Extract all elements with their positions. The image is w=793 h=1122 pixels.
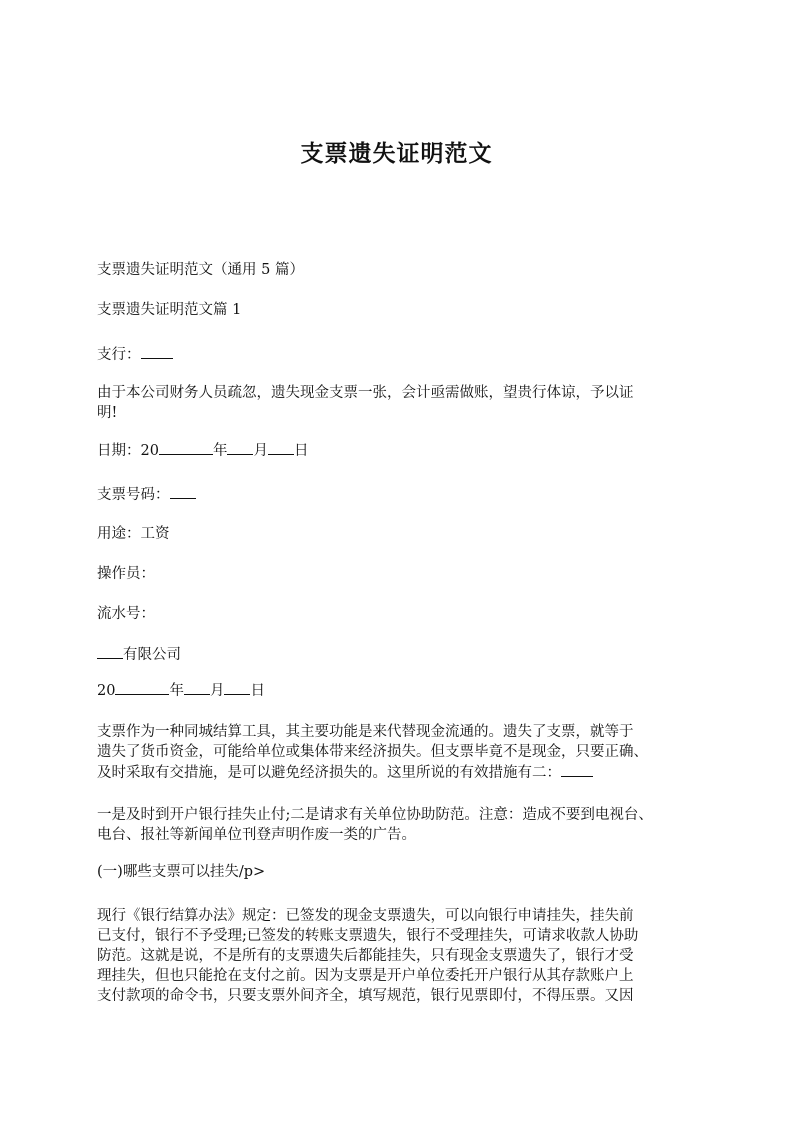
rules-line: 防范。这就是说，不是所有的支票遗失后都能挂失，只有现金支票遗失了，银行才受: [97, 948, 634, 964]
subtitle: [97, 260, 707, 280]
section-heading: [97, 300, 707, 320]
branch-line: [97, 344, 707, 364]
day-blank: [224, 680, 250, 695]
company-line: [97, 644, 707, 664]
month-blank: [227, 440, 253, 455]
section-heading-text: 支票遗失证明范文篇 1: [97, 302, 242, 318]
question-heading: [97, 862, 707, 882]
month-text: 月: [209, 683, 225, 699]
rules-line: 现行《银行结算办法》规定：已签发的现金支票遗失，可以向银行申请挂失，挂失前: [97, 908, 634, 924]
signature-date-line: [97, 680, 707, 700]
rules-line: 支付款项的命令书，只要支票外间齐全，填写规范，银行见票即付，不得压票。又因: [97, 988, 634, 1004]
cheque-number-line: [97, 484, 707, 504]
rules-line: 已支付，银行不予受理;已签发的转账支票遗失，银行不受理挂失，可请求收款人协助: [97, 928, 639, 944]
date-line: [97, 440, 707, 460]
month-blank: [184, 680, 210, 695]
year-blank: [159, 440, 213, 455]
purpose-text: 用途：工资: [97, 526, 170, 542]
document-title: 支票遗失证明范文: [300, 141, 493, 167]
intro-line: 及时采取有交措施，是可以避免经济损失的。这里所说的有效措施有二：: [97, 765, 561, 781]
cheque-number-blank: [170, 484, 196, 499]
statement-line: 明!: [97, 405, 118, 421]
company-suffix: 有限公司: [123, 647, 181, 663]
date-prefix: 20: [97, 683, 116, 699]
intro-blank: [561, 762, 593, 777]
intro-line: 遗失了货币资金，可能给单位或集体带来经济损失。但支票毕竟不是现金，只要正确、: [97, 744, 648, 760]
year-text: 年: [169, 683, 184, 699]
statement-line: 由于本公司财务人员疏忽，遗失现金支票一张，会计亟需做账，望贵行体谅，予以证: [97, 385, 634, 401]
day-text: 日: [293, 443, 309, 459]
intro-line: 支票作为一种同城结算工具，其主要功能是来代替现金流通的。遗失了支票，就等于: [97, 724, 634, 740]
operator-text: 操作员：: [97, 566, 155, 582]
day-text: 日: [250, 683, 265, 699]
date-label: 日期：20: [97, 443, 159, 459]
operator-line: [97, 564, 707, 584]
year-text: 年: [212, 443, 228, 459]
year-blank: [115, 680, 169, 695]
purpose-line: [97, 524, 707, 544]
serial-number-text: 流水号：: [97, 606, 155, 622]
question-heading-text: (一)哪些支票可以挂失/p>: [97, 864, 266, 880]
measures-line: 一是及时到开户银行挂失止付;二是请求有关单位协助防范。注意：造成不要到电视台、: [97, 807, 653, 823]
serial-number-line: [97, 604, 707, 624]
measures-line: 电台、报社等新闻单位刊登声明作废一类的广告。: [97, 827, 416, 843]
branch-label: 支行：: [97, 347, 141, 363]
intro-paragraph: [97, 722, 707, 782]
cheque-number-label: 支票号码：: [97, 487, 170, 503]
statement-paragraph: [97, 383, 707, 423]
company-blank: [97, 644, 123, 659]
subtitle-text: 支票遗失证明范文（通用 5 篇）: [97, 262, 304, 278]
rules-line: 理挂失，但也只能抢在支付之前。因为支票是开户单位委托开户银行从其存款账户上: [97, 968, 634, 984]
measures-paragraph: [97, 805, 707, 845]
rules-paragraph: [97, 906, 707, 1006]
day-blank: [268, 440, 294, 455]
month-text: 月: [253, 443, 268, 459]
branch-blank: [141, 344, 173, 359]
